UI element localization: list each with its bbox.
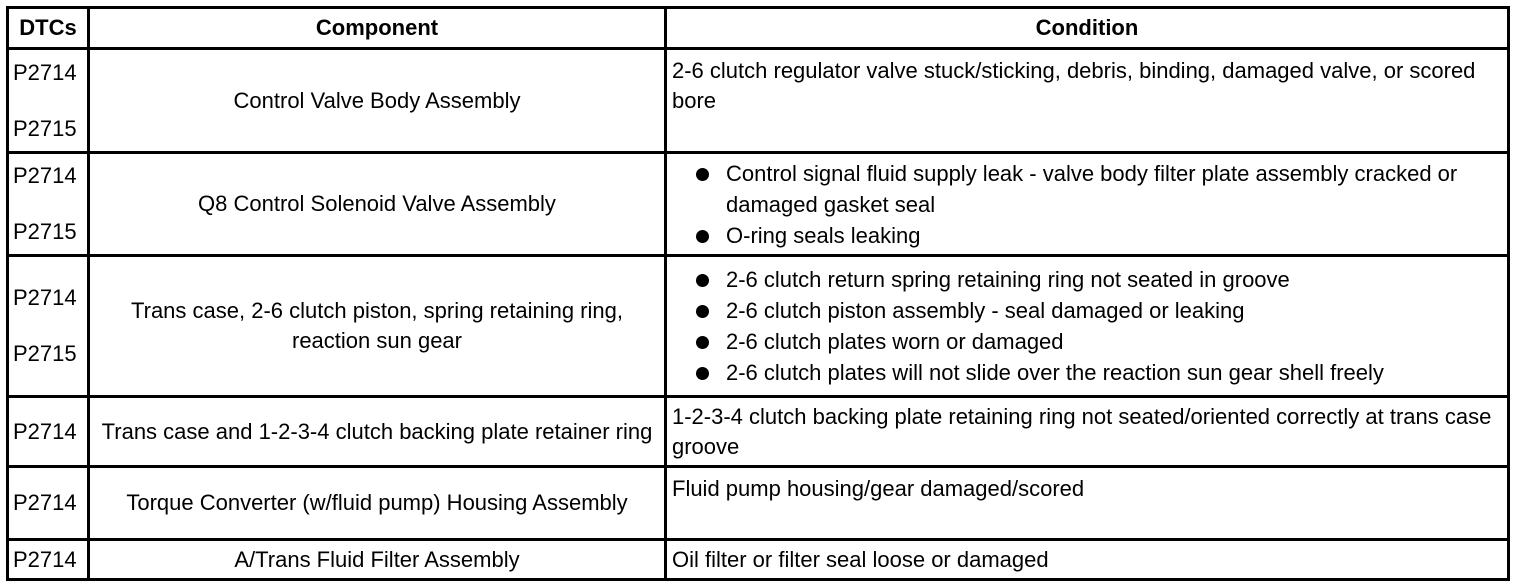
component-cell: Trans case, 2-6 clutch piston, spring retaining ring, reaction sun gear xyxy=(89,256,666,397)
condition-list xyxy=(672,158,1499,251)
list-item: 2-6 clutch plates will not slide over the reaction sun gear shell freely xyxy=(694,357,1499,388)
table-row xyxy=(8,467,1509,540)
dtc-code: P2714 xyxy=(13,163,77,188)
condition-cell: 2-6 clutch regulator valve stuck/sticking, debris, binding, damaged valve, or scored bore xyxy=(666,49,1509,153)
component-cell: Q8 Control Solenoid Valve Assembly xyxy=(89,153,666,256)
component-cell: Torque Converter (w/fluid pump) Housing Assembly xyxy=(89,467,666,540)
table-row xyxy=(8,49,1509,153)
header-row xyxy=(8,8,1509,49)
dtc-code: P2715 xyxy=(13,115,77,141)
condition-cell: 1-2-3-4 clutch backing plate retaining ring not seated/oriented correctly at trans case groove xyxy=(666,397,1509,467)
component-cell: Control Valve Body Assembly xyxy=(89,49,666,153)
list-item: O-ring seals leaking xyxy=(694,220,1499,251)
table-row xyxy=(8,153,1509,256)
dtc-code: P2715 xyxy=(13,341,77,366)
dtc-code: P2714 xyxy=(8,397,89,467)
dtc-table xyxy=(6,6,1510,581)
component-cell: Trans case and 1-2-3-4 clutch backing plate retainer ring xyxy=(89,397,666,467)
table-row xyxy=(8,397,1509,467)
list-item: 2-6 clutch piston assembly - seal damaged or leaking xyxy=(694,295,1499,326)
header-condition: Condition xyxy=(666,8,1509,49)
list-item: 2-6 clutch return spring retaining ring not seated in groove xyxy=(694,264,1499,295)
dtc-cell xyxy=(8,256,89,397)
dtc-cell xyxy=(8,49,89,153)
dtc-cell xyxy=(8,153,89,256)
condition-list xyxy=(672,264,1499,388)
condition-cell xyxy=(666,256,1509,397)
header-dtcs: DTCs xyxy=(8,8,89,49)
component-cell: A/Trans Fluid Filter Assembly xyxy=(89,540,666,580)
dtc-code: P2714 xyxy=(8,467,89,540)
condition-cell xyxy=(666,153,1509,256)
dtc-code: P2714 xyxy=(13,285,77,310)
header-component: Component xyxy=(89,8,666,49)
table-row xyxy=(8,256,1509,397)
table-row xyxy=(8,540,1509,580)
list-item: Control signal fluid supply leak - valve body filter plate assembly cracked or damaged gasket seal xyxy=(694,158,1499,220)
list-item: 2-6 clutch plates worn or damaged xyxy=(694,326,1499,357)
condition-cell: Oil filter or filter seal loose or damaged xyxy=(666,540,1509,580)
condition-cell: Fluid pump housing/gear damaged/scored xyxy=(666,467,1509,540)
dtc-code: P2714 xyxy=(8,540,89,580)
dtc-code: P2714 xyxy=(13,59,77,85)
dtc-code: P2715 xyxy=(13,219,77,244)
